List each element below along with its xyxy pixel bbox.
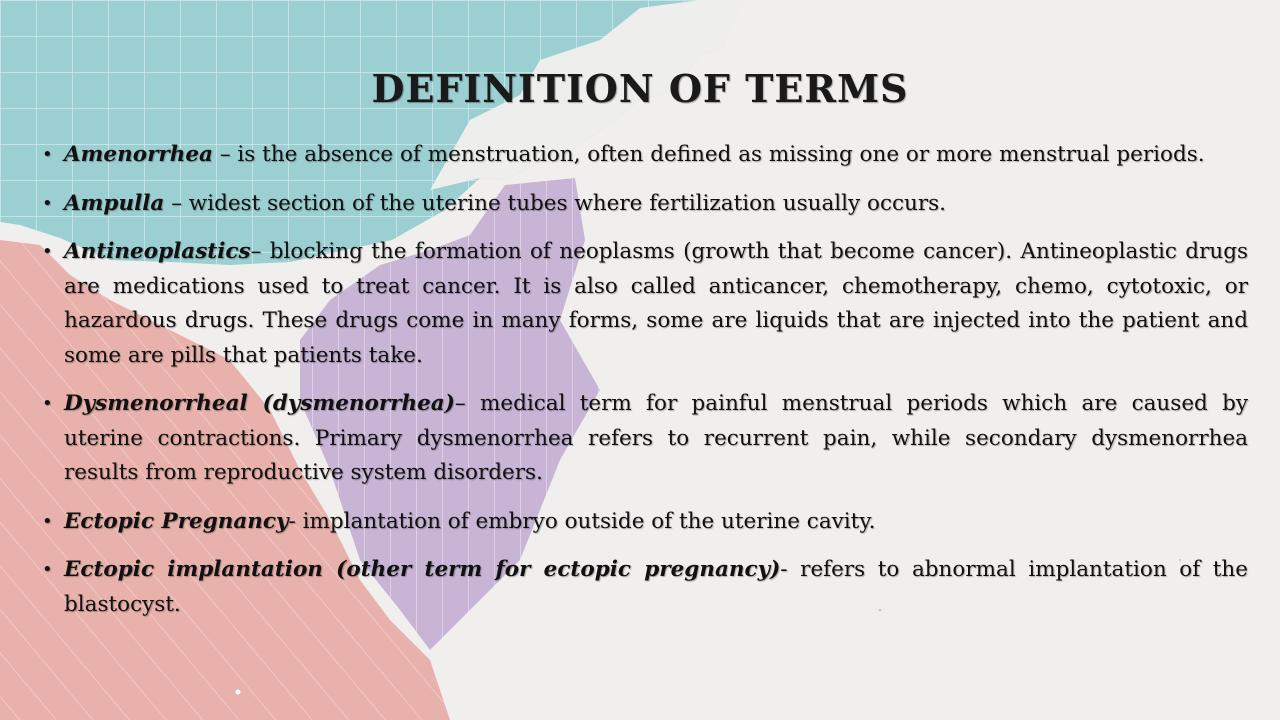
term-definition: - implantation of embryo outside of the uterine cavity. xyxy=(288,508,876,534)
list-item xyxy=(40,235,1248,373)
term-label: Amenorrhea xyxy=(64,142,213,167)
term-label: Ectopic Pregnancy xyxy=(64,508,289,534)
page-title: DEFINITION OF TERMS xyxy=(371,66,909,111)
list-item xyxy=(40,387,1248,491)
term-label: Ampulla xyxy=(64,190,165,216)
term-definition: - refers to abnormal implantation of the blastocyst. xyxy=(64,557,1249,617)
term-definition: – medical term for painful menstrual periods which are caused by uterine contractions. Primary dysmenorrhea refers to recurrent pain, while secondary dysmenorrhea results from reproductive system disorders. xyxy=(64,391,1248,485)
bullet-icon: • xyxy=(42,192,53,214)
bullet-icon: • xyxy=(42,144,53,165)
bullet-icon: • xyxy=(42,393,53,414)
list-item xyxy=(40,187,1248,222)
term-label: Ectopic implantation (other term for ectopic pregnancy) xyxy=(64,557,781,582)
bullet-icon: • xyxy=(42,510,53,532)
list-item xyxy=(40,505,1248,540)
term-label: Antineoplastics xyxy=(64,239,251,264)
term-label: Dysmenorrheal (dysmenorrhea) xyxy=(64,391,455,416)
bullet-icon: • xyxy=(42,241,53,262)
list-item xyxy=(40,138,1248,173)
bullet-icon: • xyxy=(42,559,53,580)
definition-list xyxy=(40,138,1248,636)
list-item xyxy=(40,553,1248,622)
term-definition: – widest section of the uterine tubes where fertilization usually occurs. xyxy=(164,190,947,216)
term-definition: – blocking the formation of neoplasms (growth that become cancer). Antineoplastic drugs are medications used to treat cancer. It is also called anticancer, chemotherapy, chemo, cytotoxic, or hazardous drugs. These drugs come in many forms, some are liquids that are injected into the patient and some are pills that patients take. xyxy=(64,239,1248,368)
term-definition: – is the absence of menstruation, often defined as missing one or more menstrual periods. xyxy=(212,142,1205,167)
